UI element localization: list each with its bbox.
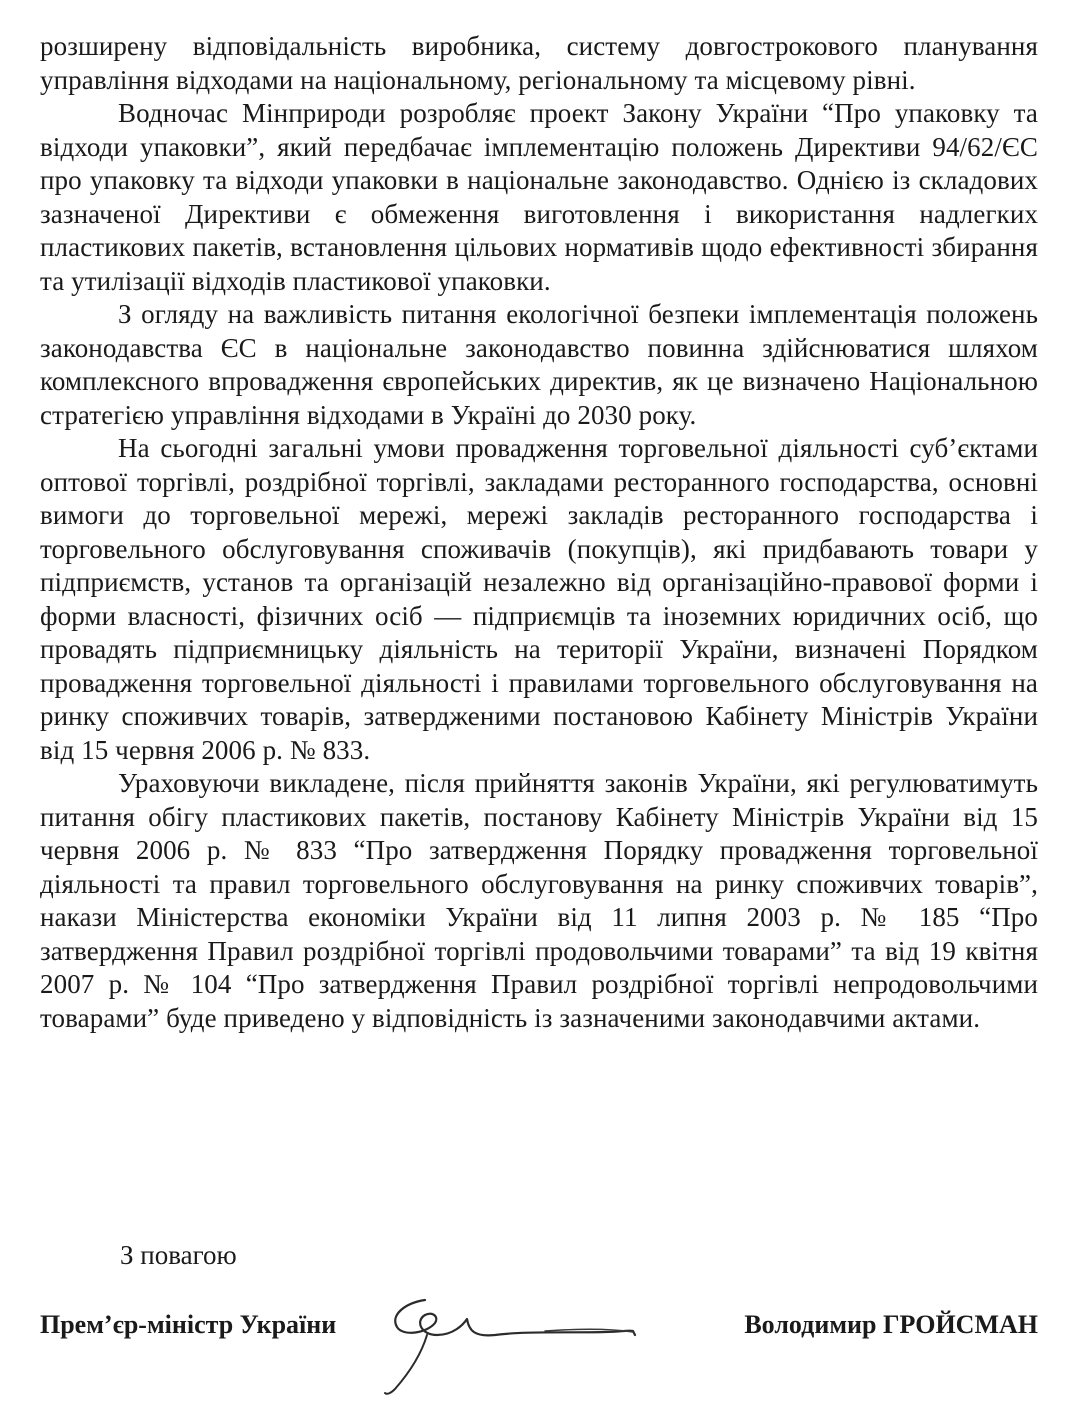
handwritten-signature — [365, 1285, 665, 1415]
closing-phrase: З повагою — [120, 1240, 237, 1270]
paragraph-eu-legislation: З огляду на важливість питання екологічної безпеки імплементація положень законодавства ЄС в національне законодавство повинна здійснюватися шляхом комплексного впровадження європейських директив, як це визначено Національною стратегією управління відходами в Україні до 2030 року. — [40, 299, 1038, 430]
signature-block — [40, 1310, 1038, 1420]
paragraph-conclusion: Ураховуючи викладене, після прийняття законів України, які регулюватимуть питання обігу пластикових пакетів, постанову Кабінету Міністрів України від 15 червня 2006 р. № 833 “Про затвердження Порядку провадження торговельної діяльності та правил торговельного обслуговування на ринку споживчих товарів”, накази Міністерства економіки України від 11 липня 2003 р. № 185 “Про затвердження Правил роздрібної торгівлі продовольчими товарами” та від 19 квітня 2007 р. № 104 “Про затвердження Правил роздрібної торгівлі непродовольчими товарами” буде приведено у відповідність із зазначеними законодавчими актами. — [40, 768, 1038, 1033]
signatory-title: Прем’єр-міністр України — [40, 1310, 337, 1339]
letter-body — [40, 30, 1038, 1035]
signatory-name: Володимир ГРОЙСМАН — [744, 1310, 1038, 1339]
paragraph-trade-conditions: На сьогодні загальні умови провадження торговельної діяльності суб’єктами оптової торгівлі, роздрібної торгівлі, закладами ресторанного господарства, основні вимоги до торговельної мережі, мережі закладів ресторанного господарства і торговельного обслуговування споживачів (покупців), які придбавають товари у підприємств, установ та організацій незалежно від організаційно-правової форми і форми власності, фізичних осіб — підприємців та іноземних юридичних осіб, що провадять підприємницьку діяльність на території України, визначені Порядком провадження торговельної діяльності і правилами торговельного обслуговування на ринку споживчих товарів, затвердженими постановою Кабінету Міністрів України від 15 червня 2006 р. № 833. — [40, 433, 1038, 765]
paragraph-packaging-law: Водночас Мінприроди розробляє проект Закону України “Про упаковку та відходи упаковки”, який передбачає імплементацію положень Директиви 94/62/ЄС про упаковку та відходи упаковки в національне законодавство. Однією із складових зазначеної Директиви є обмеження виготовлення і використання надлегких пластикових пакетів, встановлення цільових нормативів щодо ефективності збирання та утилізації відходів пластикової упаковки. — [40, 98, 1038, 296]
paragraph-continuation: розширену відповідальність виробника, систему довгострокового планування управління відходами на національному, регіональному та місцевому рівні. — [40, 31, 1038, 95]
